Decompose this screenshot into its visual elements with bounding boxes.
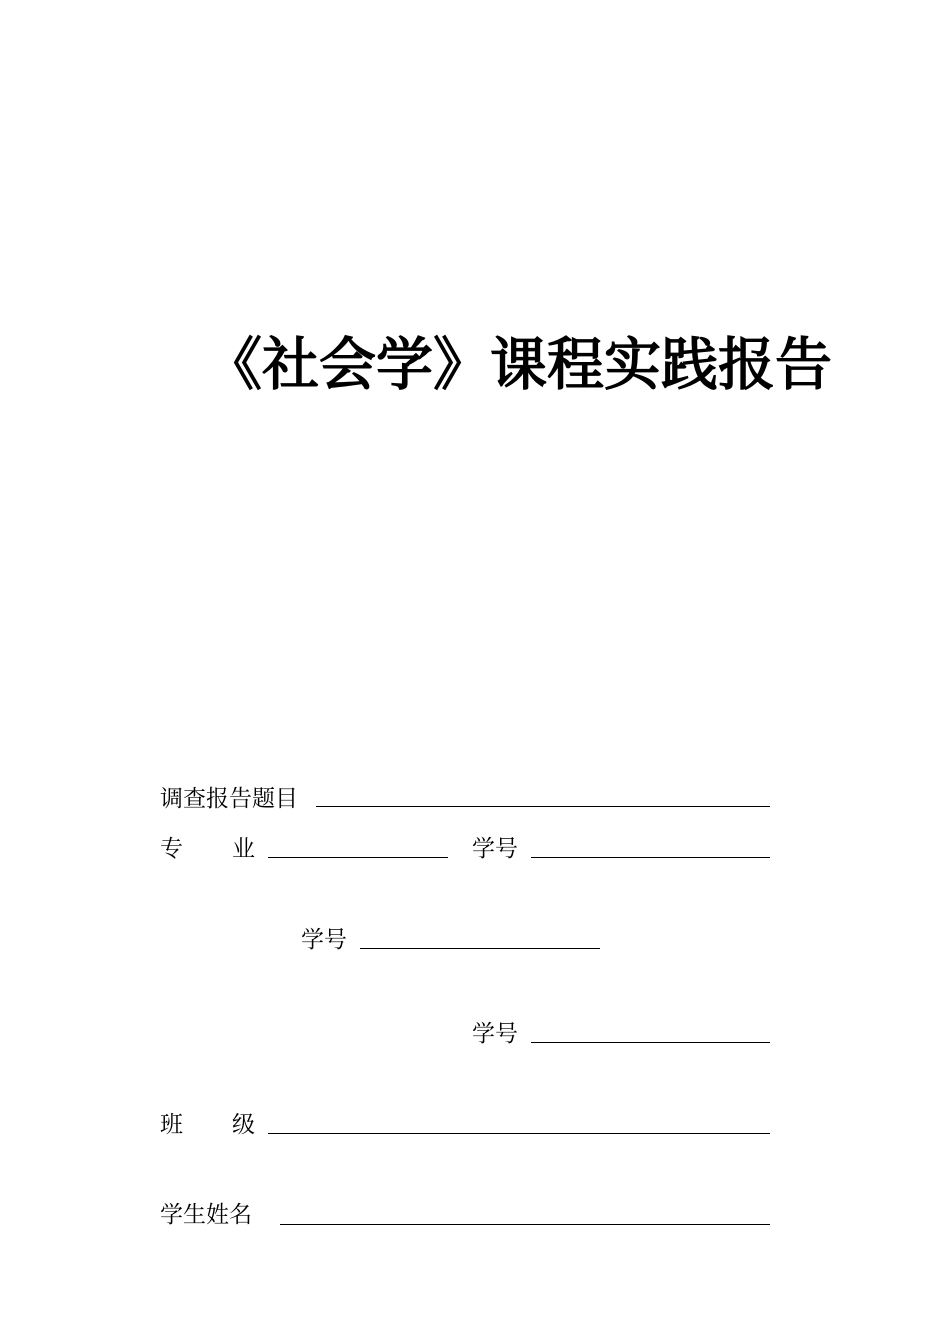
student-id-label-2: 学号 [301, 927, 347, 953]
major-label-char-2: 业 [232, 836, 255, 862]
student-id-field-3[interactable] [531, 1042, 770, 1043]
topic-field[interactable] [316, 806, 770, 807]
report-title: 《社会学》课程实践报告 [205, 331, 832, 398]
class-label-char-2: 级 [232, 1112, 255, 1138]
student-name-field[interactable] [280, 1224, 770, 1225]
student-id-field-1[interactable] [531, 857, 770, 858]
student-name-label: 学生姓名 [160, 1202, 252, 1228]
major-label-char-1: 专 [160, 836, 183, 862]
class-label-char-1: 班 [160, 1112, 183, 1138]
student-id-field-2[interactable] [360, 948, 600, 949]
class-field[interactable] [268, 1133, 770, 1134]
major-field[interactable] [268, 857, 448, 858]
student-id-label-3: 学号 [472, 1021, 518, 1047]
student-id-label-1: 学号 [472, 836, 518, 862]
topic-label: 调查报告题目 [160, 786, 298, 812]
